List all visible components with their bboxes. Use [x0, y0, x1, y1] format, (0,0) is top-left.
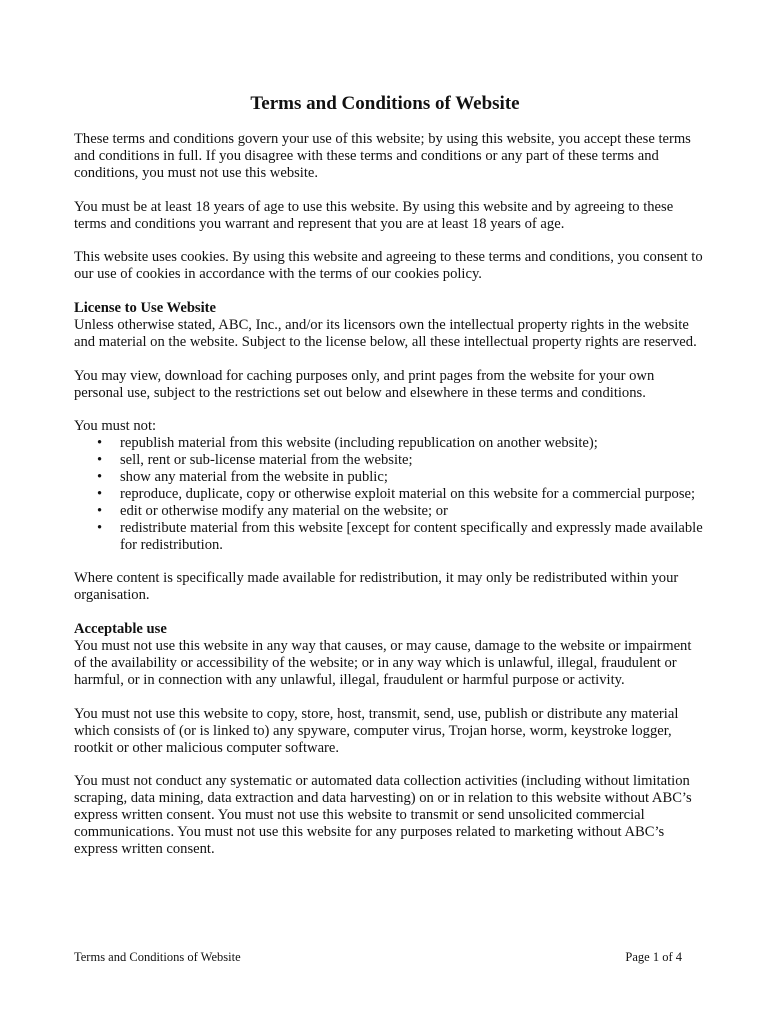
- list-item-text: edit or otherwise modify any material on the website; or: [120, 502, 448, 519]
- acceptable-use-heading: Acceptable use: [74, 621, 167, 638]
- acceptable-use-paragraph-2: You must not use this website to copy, store, host, transmit, send, use, publish or distribute any material which consists of (or is linked to) any spyware, computer virus, Trojan horse, worm, keystroke logger, rootkit or other malicious computer software.: [74, 705, 679, 756]
- list-item: [74, 469, 704, 486]
- acceptable-use-paragraph-3: You must not conduct any systematic or automated data collection activities (including without limitation scraping, data mining, data extraction and data harvesting) on or in relation to this website without ABC’s express written consent. You must not use this website to transmit or send unsolicited commercial communications. You must not use this website for any purposes related to marketing without ABC’s express written consent.: [74, 773, 692, 857]
- license-paragraph-2: You may view, download for caching purposes only, and print pages from the website for your own personal use, subject to the restrictions set out below and elsewhere in these terms and conditions.: [74, 367, 655, 401]
- bullet-icon: •: [97, 435, 103, 452]
- intro-paragraph-3: This website uses cookies. By using this website and agreeing to these terms and conditions, you consent to our use of cookies in accordance with the terms of our cookies policy.: [74, 249, 703, 283]
- list-item: [74, 503, 704, 520]
- list-item-text: redistribute material from this website [except for content specifically and expressly made available for redistribution.: [120, 519, 703, 553]
- list-item: [74, 435, 704, 452]
- bullet-icon: •: [97, 485, 103, 502]
- acceptable-use-paragraph-1: You must not use this website in any way that causes, or may cause, damage to the website or impairment of the availability or accessibility of the website; or in any way which is unlawful, illegal, fraudulent or harmful, or in connection with any unlawful, illegal, fraudulent or harmful purpose or activity.: [74, 638, 692, 688]
- restrictions-list: [74, 435, 704, 553]
- footer-title: Terms and Conditions of Website: [74, 950, 241, 964]
- bullet-icon: •: [97, 502, 103, 519]
- list-item-text: republish material from this website (including republication on another website);: [120, 435, 598, 452]
- list-item: [74, 486, 704, 503]
- document-body: [74, 131, 704, 875]
- list-item-text: show any material from the website in public;: [120, 469, 388, 486]
- bullet-icon: •: [97, 452, 103, 469]
- license-paragraph-3: Where content is specifically made available for redistribution, it may only be redistributed within your organisation.: [74, 570, 679, 604]
- bullet-icon: •: [97, 469, 103, 486]
- page-number: Page 1 of 4: [625, 950, 682, 964]
- list-item: [74, 520, 704, 554]
- list-item-text: sell, rent or sub-license material from the website;: [120, 452, 413, 469]
- bullet-icon: •: [97, 519, 103, 536]
- intro-paragraph-1: These terms and conditions govern your use of this website; by using this website, you accept these terms and conditions in full. If you disagree with these terms and conditions or any part of these terms and conditions, you must not use this website.: [74, 131, 691, 181]
- intro-paragraph-2: You must be at least 18 years of age to use this website. By using this website and by agreeing to these terms and conditions you warrant and represent that you are at least 18 years of age.: [74, 198, 674, 232]
- list-item: [74, 452, 704, 469]
- license-heading: License to Use Website: [74, 300, 217, 317]
- document-title: Terms and Conditions of Website: [250, 93, 520, 114]
- license-paragraph-1: Unless otherwise stated, ABC, Inc., and/or its licensors own the intellectual property rights in the website and material on the website. Subject to the license below, all these intellectual property rights are reserved.: [74, 316, 697, 350]
- list-item-text: reproduce, duplicate, copy or otherwise exploit material on this website for a commercial purpose;: [120, 485, 696, 502]
- must-not-label: You must not:: [74, 418, 157, 435]
